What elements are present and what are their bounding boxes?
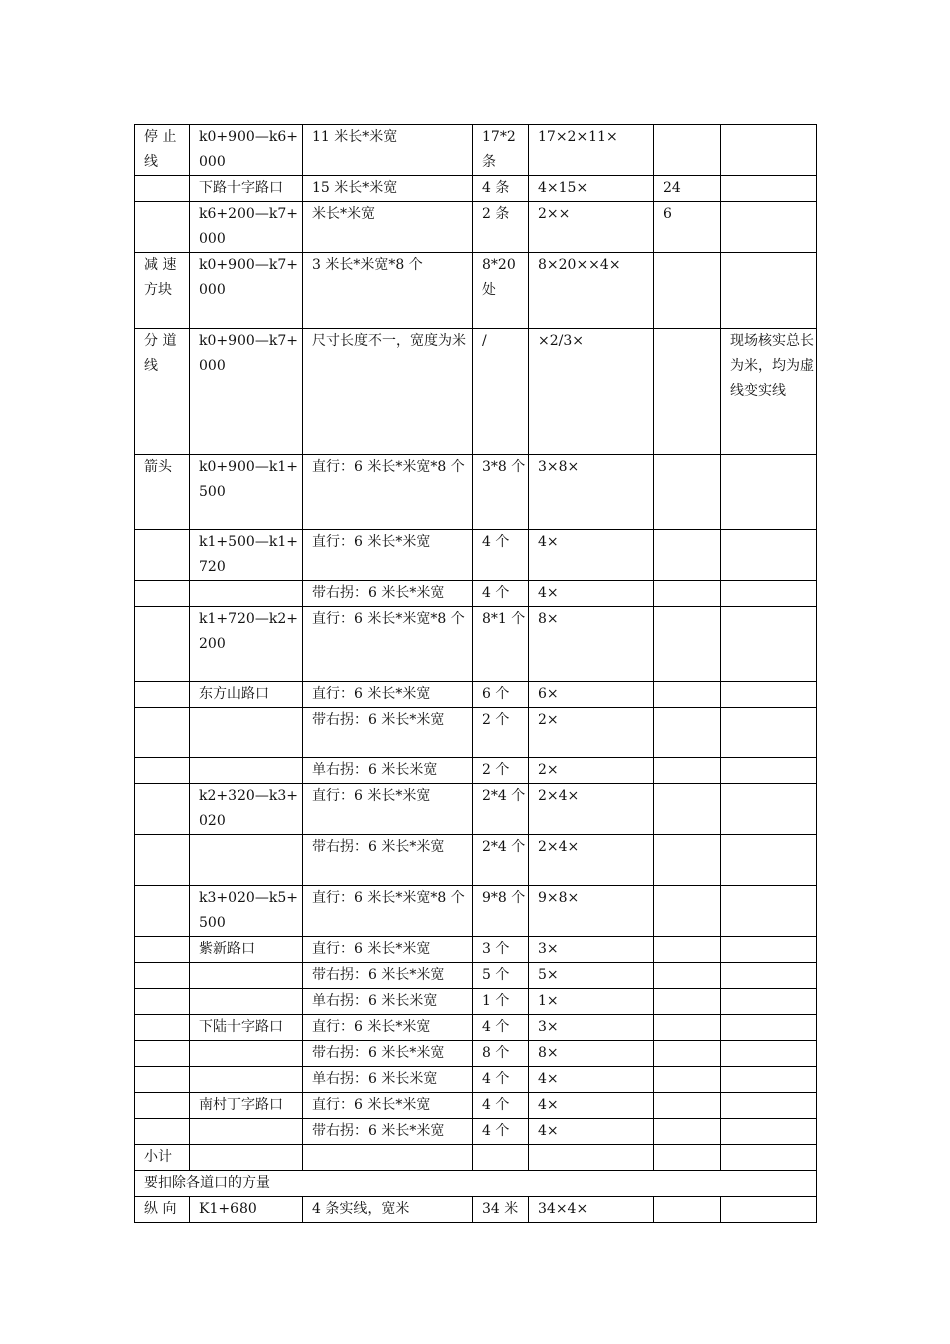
location-cell: k0+900—k7+000 [190, 253, 303, 329]
item-cell [135, 682, 190, 708]
table-row [135, 963, 817, 989]
count-cell: 4 个 [473, 1093, 529, 1119]
formula-cell: 8× [529, 1041, 654, 1067]
area-cell [654, 963, 721, 989]
table-row [135, 125, 817, 176]
item-cell [135, 581, 190, 607]
item-cell [135, 886, 190, 937]
notes-cell [721, 835, 817, 886]
table-row [135, 1119, 817, 1145]
item-cell [135, 835, 190, 886]
location-cell [190, 989, 303, 1015]
notes-cell [721, 455, 817, 530]
area-cell: 6 [654, 202, 721, 253]
formula-cell: 2× [529, 758, 654, 784]
table-row [135, 607, 817, 682]
notes-cell [721, 989, 817, 1015]
item-cell [135, 989, 190, 1015]
count-cell: 4 条 [473, 176, 529, 202]
spec-cell: 直行：6 米长*米宽 [303, 937, 473, 963]
count-cell: 2 条 [473, 202, 529, 253]
count-cell: / [473, 329, 529, 455]
area-cell [654, 455, 721, 530]
table-row [135, 329, 817, 455]
formula-cell [529, 1145, 654, 1171]
spec-cell: 直行：6 米长*米宽 [303, 682, 473, 708]
count-cell: 6 个 [473, 682, 529, 708]
notes-cell [721, 1015, 817, 1041]
notes-cell [721, 1041, 817, 1067]
area-cell [654, 784, 721, 835]
spec-cell: 带右拐：6 米长*米宽 [303, 963, 473, 989]
item-cell [135, 963, 190, 989]
count-cell: 8 个 [473, 1041, 529, 1067]
table-row [135, 202, 817, 253]
spec-cell: 直行：6 米长*米宽 [303, 1015, 473, 1041]
formula-cell: 4× [529, 1119, 654, 1145]
location-cell: k6+200—k7+000 [190, 202, 303, 253]
notes-cell [721, 963, 817, 989]
location-cell: 下陆十字路口 [190, 1015, 303, 1041]
deduct-label: 要扣除各道口的方量 [135, 1171, 817, 1197]
table-row [135, 176, 817, 202]
count-cell: 2 个 [473, 758, 529, 784]
table-row [135, 253, 817, 329]
count-cell: 34 米 [473, 1197, 529, 1223]
area-cell [654, 886, 721, 937]
location-cell: k1+720—k2+200 [190, 607, 303, 682]
spec-cell: 单右拐：6 米长米宽 [303, 1067, 473, 1093]
formula-cell: 2×4× [529, 784, 654, 835]
notes-cell [721, 607, 817, 682]
area-cell [654, 1015, 721, 1041]
location-cell [190, 708, 303, 758]
item-cell: 分 道 线 [135, 329, 190, 455]
formula-cell: 6× [529, 682, 654, 708]
location-cell [190, 1119, 303, 1145]
formula-cell: 3× [529, 1015, 654, 1041]
item-cell [135, 1119, 190, 1145]
item-cell: 减 速 方块 [135, 253, 190, 329]
item-cell [135, 1067, 190, 1093]
location-cell: k0+900—k7+000 [190, 329, 303, 455]
notes-cell [721, 202, 817, 253]
location-cell [190, 758, 303, 784]
count-cell: 2*4 个 [473, 784, 529, 835]
table-row [135, 758, 817, 784]
location-cell: k1+500—k1+720 [190, 530, 303, 581]
location-cell: 南村丁字路口 [190, 1093, 303, 1119]
location-cell: 东方山路口 [190, 682, 303, 708]
deduct-row [135, 1171, 817, 1197]
spec-cell: 单右拐：6 米长米宽 [303, 989, 473, 1015]
notes-cell [721, 886, 817, 937]
spec-cell: 尺寸长度不一，宽度为米 [303, 329, 473, 455]
count-cell: 17*2 条 [473, 125, 529, 176]
table-row [135, 581, 817, 607]
location-cell: 下路十字路口 [190, 176, 303, 202]
spec-cell [303, 1145, 473, 1171]
area-cell [654, 581, 721, 607]
area-cell [654, 989, 721, 1015]
spec-cell: 带右拐：6 米长*米宽 [303, 1041, 473, 1067]
area-cell: 24 [654, 176, 721, 202]
location-cell [190, 1041, 303, 1067]
location-cell [190, 963, 303, 989]
count-cell: 2 个 [473, 708, 529, 758]
table-row [135, 835, 817, 886]
table-row [135, 1067, 817, 1093]
table-row [135, 1015, 817, 1041]
area-cell [654, 1145, 721, 1171]
table-row [135, 708, 817, 758]
formula-cell: 1× [529, 989, 654, 1015]
spec-cell: 3 米长*米宽*8 个 [303, 253, 473, 329]
formula-cell: 2×× [529, 202, 654, 253]
spec-cell: 直行：6 米长*米宽*8 个 [303, 607, 473, 682]
spec-cell: 米长*米宽 [303, 202, 473, 253]
location-cell: k3+020—k5+500 [190, 886, 303, 937]
area-cell [654, 329, 721, 455]
spec-cell: 带右拐：6 米长*米宽 [303, 708, 473, 758]
notes-cell [721, 530, 817, 581]
count-cell: 4 个 [473, 1015, 529, 1041]
area-cell [654, 1041, 721, 1067]
item-cell [135, 937, 190, 963]
count-cell: 5 个 [473, 963, 529, 989]
spec-cell: 单右拐：6 米长米宽 [303, 758, 473, 784]
count-cell: 3*8 个 [473, 455, 529, 530]
count-cell [473, 1145, 529, 1171]
notes-cell [721, 1093, 817, 1119]
area-cell [654, 758, 721, 784]
formula-cell: 4×15× [529, 176, 654, 202]
area-cell [654, 708, 721, 758]
table-row [135, 530, 817, 581]
formula-cell: 2×4× [529, 835, 654, 886]
spec-cell: 11 米长*米宽 [303, 125, 473, 176]
table-row [135, 886, 817, 937]
item-cell: 小计 [135, 1145, 190, 1171]
count-cell: 4 个 [473, 530, 529, 581]
notes-cell [721, 937, 817, 963]
formula-cell: ×2/3× [529, 329, 654, 455]
area-cell [654, 607, 721, 682]
notes-cell [721, 125, 817, 176]
location-cell: 紫新路口 [190, 937, 303, 963]
notes-cell [721, 1119, 817, 1145]
table-row [135, 937, 817, 963]
area-cell [654, 253, 721, 329]
spec-cell: 带右拐：6 米长*米宽 [303, 835, 473, 886]
area-cell [654, 1197, 721, 1223]
item-cell [135, 1041, 190, 1067]
count-cell: 3 个 [473, 937, 529, 963]
item-cell [135, 530, 190, 581]
spec-cell: 直行：6 米长*米宽*8 个 [303, 886, 473, 937]
count-cell: 4 个 [473, 1119, 529, 1145]
formula-cell: 34×4× [529, 1197, 654, 1223]
item-cell [135, 784, 190, 835]
spec-cell: 带右拐：6 米长*米宽 [303, 581, 473, 607]
count-cell: 4 个 [473, 1067, 529, 1093]
notes-cell [721, 1067, 817, 1093]
count-cell: 8*20 处 [473, 253, 529, 329]
notes-cell [721, 1145, 817, 1171]
table-row [135, 1041, 817, 1067]
quantity-table [134, 124, 817, 1223]
spec-cell: 直行：6 米长*米宽 [303, 1093, 473, 1119]
notes-cell [721, 682, 817, 708]
count-cell: 4 个 [473, 581, 529, 607]
formula-cell: 2× [529, 708, 654, 758]
table-row [135, 1093, 817, 1119]
formula-cell: 4× [529, 1067, 654, 1093]
area-cell [654, 530, 721, 581]
spec-cell: 带右拐：6 米长*米宽 [303, 1119, 473, 1145]
spec-cell: 直行：6 米长*米宽 [303, 530, 473, 581]
area-cell [654, 1093, 721, 1119]
formula-cell: 3× [529, 937, 654, 963]
count-cell: 2*4 个 [473, 835, 529, 886]
spec-cell: 15 米长*米宽 [303, 176, 473, 202]
formula-cell: 3×8× [529, 455, 654, 530]
spec-cell: 4 条实线，宽米 [303, 1197, 473, 1223]
location-cell [190, 1145, 303, 1171]
area-cell [654, 682, 721, 708]
table-row [135, 784, 817, 835]
formula-cell: 4× [529, 530, 654, 581]
count-cell: 9*8 个 [473, 886, 529, 937]
area-cell [654, 937, 721, 963]
table-row [135, 1145, 817, 1171]
area-cell [654, 125, 721, 176]
location-cell: k0+900—k1+500 [190, 455, 303, 530]
item-cell: 纵 向 [135, 1197, 190, 1223]
table-row [135, 989, 817, 1015]
formula-cell: 4× [529, 1093, 654, 1119]
area-cell [654, 1119, 721, 1145]
formula-cell: 8×20××4× [529, 253, 654, 329]
notes-cell [721, 253, 817, 329]
item-cell [135, 758, 190, 784]
area-cell [654, 1067, 721, 1093]
location-cell [190, 581, 303, 607]
spec-cell: 直行：6 米长*米宽 [303, 784, 473, 835]
spec-cell: 直行：6 米长*米宽*8 个 [303, 455, 473, 530]
table-row [135, 682, 817, 708]
item-cell [135, 607, 190, 682]
notes-cell [721, 581, 817, 607]
notes-cell [721, 758, 817, 784]
formula-cell: 9×8× [529, 886, 654, 937]
item-cell [135, 1093, 190, 1119]
item-cell [135, 176, 190, 202]
table-row [135, 1197, 817, 1223]
formula-cell: 17×2×11× [529, 125, 654, 176]
count-cell: 8*1 个 [473, 607, 529, 682]
formula-cell: 4× [529, 581, 654, 607]
item-cell [135, 708, 190, 758]
notes-cell [721, 708, 817, 758]
formula-cell: 5× [529, 963, 654, 989]
formula-cell: 8× [529, 607, 654, 682]
item-cell [135, 202, 190, 253]
location-cell [190, 1067, 303, 1093]
item-cell: 停 止 线 [135, 125, 190, 176]
location-cell [190, 835, 303, 886]
notes-cell [721, 176, 817, 202]
notes-cell [721, 1197, 817, 1223]
item-cell [135, 1015, 190, 1041]
table-row [135, 455, 817, 530]
count-cell: 1 个 [473, 989, 529, 1015]
item-cell: 箭头 [135, 455, 190, 530]
location-cell: k2+320—k3+020 [190, 784, 303, 835]
area-cell [654, 835, 721, 886]
notes-cell [721, 784, 817, 835]
notes-cell: 现场核实总长为米，均为虚线变实线 [721, 329, 817, 455]
location-cell: k0+900—k6+000 [190, 125, 303, 176]
location-cell: K1+680 [190, 1197, 303, 1223]
